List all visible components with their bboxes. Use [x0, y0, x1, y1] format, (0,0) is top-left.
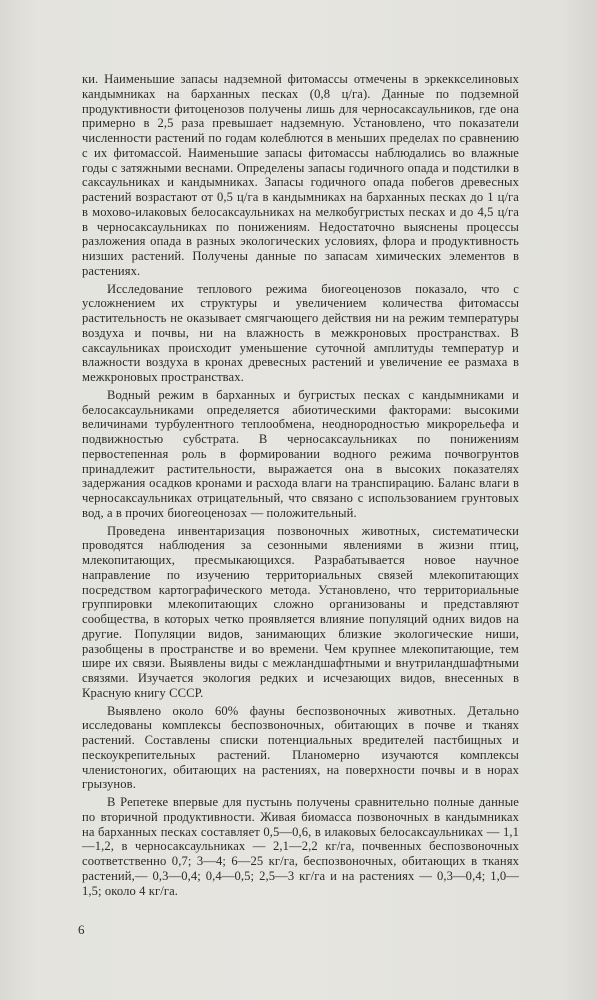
paragraph-invertebrates: Выявлено около 60% фауны беспозвоночных животных. Детально исследованы комплексы беспозвоночных, обитающих в почве и тканях растений. Составлены списки потенциальных вредителей пастбищных и пескоукрепительных растений. Планомерно изучаются комплексы членистоногих, обитающих на растениях, на поверхности почвы и в норах грызунов.	[82, 703, 519, 792]
paragraph-phytomass: ки. Наименьшие запасы надземной фитомассы отмечены в эркеккселиновых кандымниках на барханных песках (0,8 ц/га). Данные по подземной продуктивности фитоценозов получены лишь для черносаксаульников, где она примерно в 2,5 раза превышает надземную. Установлено, что показатели численности растений по годам колеблются в меньших пределах по сравнению с их фитомассой. Наименьшие запасы фитомассы наблюдались во влажные годы с затяжными веснами. Определены запасы годичного опада и подстилки в саксаульниках и кандымниках. Запасы годичного опада побегов древесных растений возрастают от 0,5 ц/га в кандымниках на барханных песках до 1 ц/га в мохово-илаковых белосаксаульниках на мелкобугристых песках и до 4,5 ц/га в черносаксаульниках по понижениям. Недостаточно выяснены процессы разложения опада в разных экологических условиях, флора и продуктивность низших растений. Получены данные по запасам химических элементов в растениях.	[82, 72, 519, 278]
body-text	[82, 72, 519, 898]
paragraph-secondary-productivity: В Репетеке впервые для пустынь получены сравнительно полные данные по вторичной продуктивности. Живая биомасса позвоночных в кандымниках на барханных песках составляет 0,5—0,6, в илаковых белосаксаульниках — 1,1—1,2, в черносаксаульниках — 2,1—2,2 кг/га, почвенных беспозвоночных соответственно 0,7; 3—4; 6—25 кг/га, беспозвоночных, обитающих в тканях растений,— 0,3—0,4; 0,4—0,5; 2,5—3 кг/га и на растениях — 0,3—0,4; 1,0—1,5; около 4 кг/га.	[82, 795, 519, 898]
paragraph-thermal-regime: Исследование теплового режима биогеоценозов показало, что с усложнением их структуры и увеличением количества фитомассы растительность не оказывает смягчающего действия ни на режим температуры воздуха и почвы, ни на влажность в межкроновых пространствах. В саксаульниках происходит уменьшение суточной амплитуды температур и влажности воздуха в кронах древесных растений и увеличение ее размаха в межкроновых пространствах.	[82, 281, 519, 384]
page-number: 6	[78, 922, 85, 937]
paragraph-water-regime: Водный режим в барханных и бугристых песках с кандымниками и белосаксаульниками определяется абиотическими факторами: высокими величинами турбулентного теплообмена, неоднородностью микрорельефа и подвижностью субстрата. В черносаксаульниках по понижениям первостепенная роль в формировании водного режима почвогрунтов принадлежит растительности, выражается она в высоких показателях задержания осадков кронами и расхода влаги на транспирацию. Баланс влаги в черносаксаульниках отрицательный, что связано с использованием грунтовых вод, а в прочих биогеоценозах — положительный.	[82, 387, 519, 520]
paragraph-vertebrates: Проведена инвентаризация позвоночных животных, систематически проводятся наблюдения за сезонными явлениями в жизни птиц, млекопитающих, пресмыкающихся. Разрабатывается новое научное направление по изучению территориальных связей млекопитающих посредством картографического метода. Установлено, что территориальные группировки млекопитающих сложно организованы и представляют сообщества, в которых четко проявляется влияние популяций одних видов на другие. Популяции видов, занимающих близкие экологические ниши, разобщены в пространстве и во времени. Чем крупнее млекопитающие, тем шире их связи. Выявлены виды с межландшафтными и внутриландшафтными связями. Изучается экология редких и исчезающих видов, внесенных в Красную книгу СССР.	[82, 523, 519, 700]
